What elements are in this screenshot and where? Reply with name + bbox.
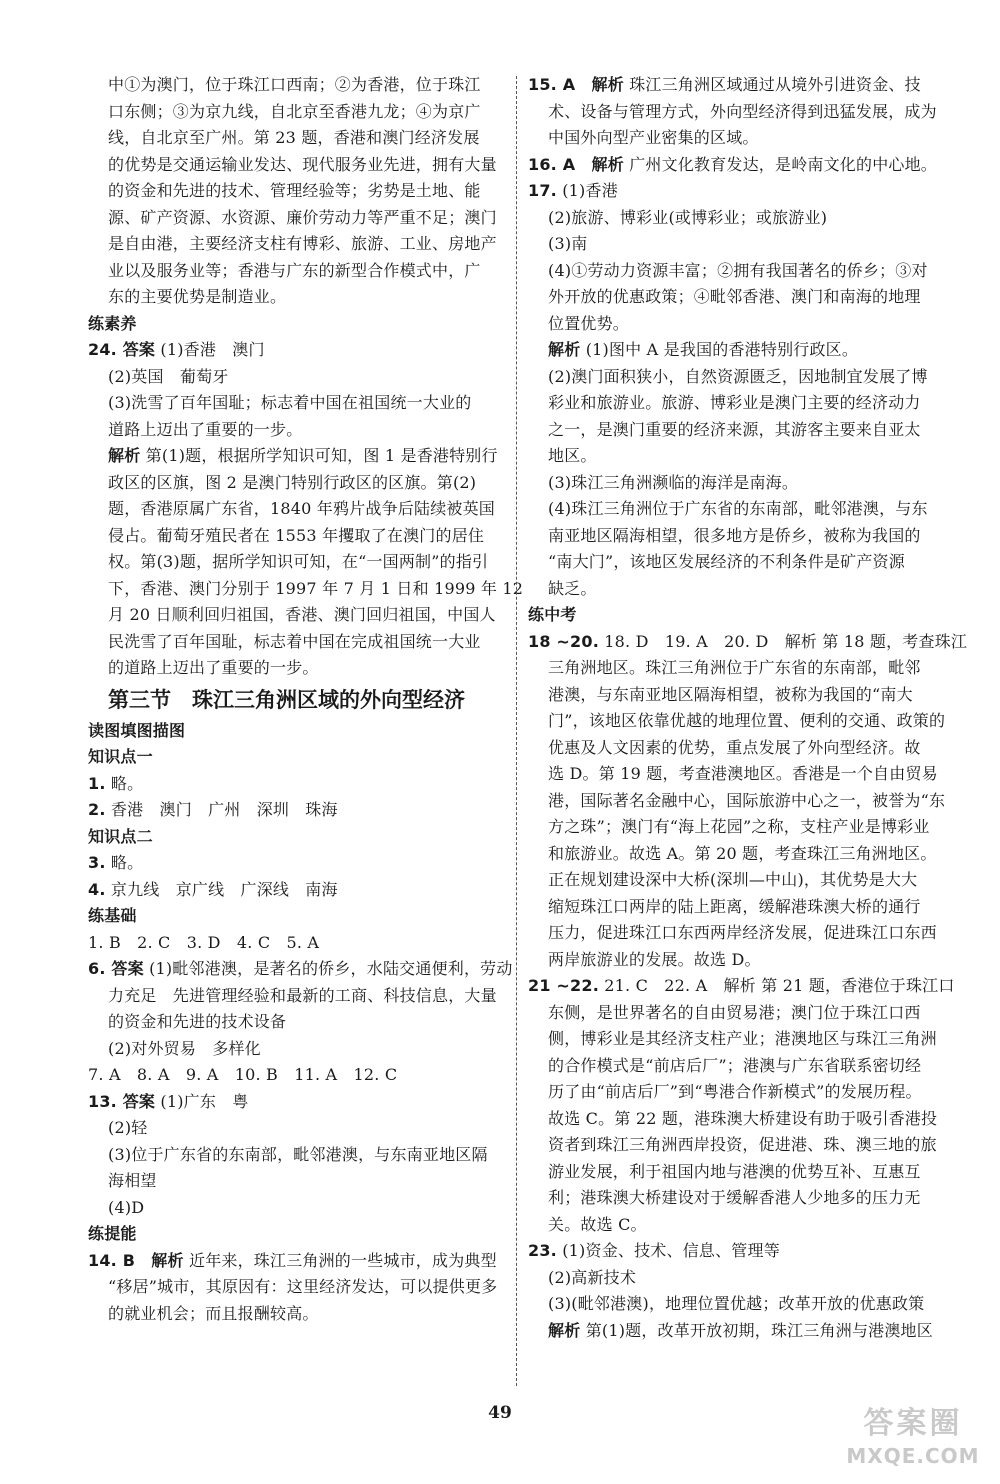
line-text: (3)位于广东省的东南部，毗邻港澳，与东南亚地区隔: [108, 1144, 488, 1164]
line-text: 线，自北京至广州。第 23 题，香港和澳门经济发展: [108, 128, 480, 147]
line-text: 京九线 京广线 广深线 南海: [105, 879, 338, 899]
text-line: [528, 1026, 958, 1053]
line-text: 缺乏。: [548, 578, 597, 598]
text-line: [88, 470, 508, 497]
line-text: 21. C 22. A 解析 第 21 题，香港位于珠江口: [599, 976, 955, 995]
text-line: [88, 850, 508, 877]
text-line: [88, 311, 508, 338]
line-text: 历了由“前店后厂”到“粤港合作新模式”的发展历程。: [548, 1082, 922, 1101]
line-text: 1. B 2. C 3. D 4. C 5. A: [88, 932, 320, 952]
text-line: [88, 72, 508, 99]
line-text: 东侧，是世界著名的自由贸易港；澳门位于珠江口西: [548, 1002, 921, 1022]
bold-label: 14. B 解析: [88, 1250, 184, 1270]
line-text: (4)珠江三角洲位于广东省的东南部，毗邻港澳，与东: [548, 499, 928, 518]
text-line: [88, 125, 508, 152]
line-text: 业以及服务业等；香港与广东的新型合作模式中，广: [108, 260, 481, 280]
text-line: [88, 576, 524, 603]
text-line: [88, 1142, 508, 1169]
line-text: 第(1)题，根据所学知识可知，图 1 是香港特别行: [140, 446, 498, 465]
text-line: [528, 125, 958, 152]
text-line: [88, 178, 508, 205]
line-text: (2)旅游、博彩业(或博彩业；或旅游业): [548, 207, 828, 227]
text-line: [88, 771, 508, 798]
watermark-url: MXQE.COM: [846, 1444, 980, 1468]
bold-label: 17.: [528, 181, 557, 200]
line-text: 下，香港、澳门分别于 1997 年 7 月 1 日和 1999 年 12: [108, 578, 524, 598]
bold-label: 21 ~22.: [528, 976, 599, 995]
text-line: [88, 1009, 508, 1036]
bold-label: 练中考: [528, 605, 577, 624]
text-line: [88, 824, 508, 851]
text-line: [88, 1089, 508, 1116]
line-text: 外开放的优惠政策；④毗邻香港、澳门和南海的地理: [548, 287, 921, 306]
text-line: [88, 930, 508, 957]
bold-label: 练基础: [88, 906, 137, 925]
watermark-logo: [838, 1404, 988, 1474]
text-line: [88, 417, 508, 444]
text-line: [88, 443, 508, 470]
line-text: 近年来，珠江三角洲的一些城市，成为典型: [183, 1250, 497, 1270]
line-text: 权。第(3)题，据所学知识可知，在“一国两制”的指引: [108, 552, 489, 571]
line-text: (2)轻: [108, 1118, 148, 1137]
text-line: [88, 903, 508, 930]
line-text: 民洗雪了百年国耻，标志着中国在完成祖国统一大业: [108, 631, 481, 651]
line-text: 月 20 日顺利回归祖国，香港、澳门回归祖国，中国人: [108, 605, 496, 624]
text-line: [528, 258, 958, 285]
text-line: [528, 682, 958, 709]
text-line: [528, 284, 958, 311]
text-line: [88, 205, 508, 232]
bold-label: 4.: [88, 879, 106, 899]
bold-label: 知识点一: [88, 747, 153, 766]
text-line: [88, 655, 508, 682]
bold-label: 15. A 解析: [528, 75, 624, 94]
line-text: (2)澳门面积狭小，自然资源匮乏，因地制宜发展了博: [548, 366, 928, 386]
line-text: 压力，促进珠江口东西两岸经济发展，促进珠江口东西: [548, 923, 937, 942]
section-heading: 第三节 珠江三角洲区域的外向型经济: [108, 687, 465, 712]
bold-label: 1.: [88, 773, 106, 793]
text-line: [528, 655, 958, 682]
text-line: [528, 1132, 958, 1159]
text-line: [88, 364, 508, 391]
text-line: [528, 894, 958, 921]
line-text: 游业发展，利于祖国内地与港澳的优势互补、互惠互: [548, 1161, 921, 1181]
text-line: [528, 920, 958, 947]
bold-label: 读图填图描图: [88, 720, 186, 740]
bold-label: 知识点二: [88, 826, 153, 846]
line-text: 政区的区旗，图 2 是澳门特别行政区的区旗。第(2): [108, 472, 477, 492]
text-line: [528, 1291, 958, 1318]
line-text: (3)珠江三角洲濒临的海洋是南海。: [548, 472, 799, 492]
line-text: 侵占。葡萄牙殖民者在 1553 年攫取了在澳门的居住: [108, 525, 485, 545]
text-line: [88, 231, 508, 258]
text-line: [528, 549, 958, 576]
line-text: 的就业机会；而且报酬较高。: [108, 1303, 319, 1323]
text-line: [88, 1301, 508, 1328]
line-text: 的合作模式是“前店后厂”；港澳与广东省联系密切经: [548, 1055, 922, 1075]
line-text: 口东侧；③为京九线，自北京至香港九龙；④为京广: [108, 101, 481, 121]
text-line: [528, 231, 958, 258]
line-text: 广州文化教育发达，是岭南文化的中心地。: [623, 154, 937, 174]
text-line: [528, 470, 958, 497]
text-line: [88, 877, 508, 904]
text-line: [528, 390, 958, 417]
text-line: [88, 602, 508, 629]
bold-label: 18 ~20.: [528, 631, 599, 651]
text-line: [528, 973, 958, 1000]
line-text: (2)英国 葡萄牙: [108, 366, 229, 386]
line-text: 正在规划建设深中大桥(深圳—中山)，其优势是大大: [548, 870, 918, 889]
right-column: [528, 72, 968, 1344]
line-text: 珠江三角洲区域通过从境外引进资金、技: [623, 75, 921, 94]
line-text: 道路上迈出了重要的一步。: [108, 419, 303, 439]
line-text: (3)洗雪了百年国耻；标志着中国在祖国统一大业的: [108, 393, 472, 412]
left-column: [88, 72, 524, 1327]
text-line: [88, 152, 508, 179]
bold-label: 解析: [548, 340, 581, 359]
text-line: [88, 337, 508, 364]
line-text: 7. A 8. A 9. A 10. B 11. A 12. C: [88, 1065, 398, 1084]
bold-label: 练素养: [88, 313, 137, 333]
text-line: [528, 761, 958, 788]
bold-label: 23.: [528, 1241, 557, 1260]
text-line: [528, 867, 958, 894]
text-line: [528, 576, 958, 603]
text-line: [528, 205, 958, 232]
text-line: [528, 735, 958, 762]
text-line: [88, 1248, 508, 1275]
text-line: [528, 1106, 958, 1133]
line-text: 关。故选 C。: [548, 1214, 647, 1234]
line-text: 源、矿产资源、水资源、廉价劳动力等严重不足；澳门: [108, 207, 497, 227]
line-text: 南亚地区隔海相望，很多地方是侨乡，被称为我国的: [548, 525, 921, 545]
text-line: [88, 797, 508, 824]
line-text: 香港 澳门 广州 深圳 珠海: [105, 800, 338, 819]
line-text: 术、设备与管理方式，外向型经济得到迅猛发展，成为: [548, 101, 937, 121]
line-text: 缩短珠江口两岸的陆上距离，缓解港珠澳大桥的通行: [548, 896, 921, 916]
line-text: 海相望: [108, 1171, 157, 1190]
line-text: “移居”城市，其原因有：这里经济发达，可以提供更多: [108, 1277, 498, 1296]
text-line: [88, 744, 508, 771]
line-text: 18. D 19. A 20. D 解析 第 18 题，考查珠江: [599, 631, 968, 651]
line-text: (3)(毗邻港澳)，地理位置优越；改革开放的优惠政策: [548, 1294, 925, 1313]
line-text: 是自由港，主要经济支柱有博彩、旅游、工业、房地产: [108, 234, 497, 253]
line-text: 的道路上迈出了重要的一步。: [108, 658, 319, 677]
text-line: [528, 1185, 958, 1212]
text-line: [528, 708, 958, 735]
line-text: 题，香港原属广东省，1840 年鸦片战争后陆续被英国: [108, 499, 496, 518]
text-line: [88, 258, 508, 285]
line-text: (3)南: [548, 234, 588, 253]
text-line: [528, 1318, 958, 1345]
line-text: (1)香港: [556, 181, 618, 200]
line-text: 门”，该地区依靠优越的地理位置、便利的交通、政策的: [548, 711, 946, 730]
bold-label: 解析: [548, 1320, 581, 1340]
bold-label: 24. 答案: [88, 340, 156, 359]
bold-label: 16. A 解析: [528, 154, 624, 174]
bold-label: 2.: [88, 800, 106, 819]
line-text: (1)资金、技术、信息、管理等: [556, 1241, 780, 1260]
bold-label: 3.: [88, 853, 106, 872]
line-text: 选 D。第 19 题，考查港澳地区。香港是一个自由贸易: [548, 764, 938, 783]
text-line: [528, 629, 968, 656]
bold-label: 练提能: [88, 1224, 137, 1243]
line-text: 的优势是交通运输业发达、现代服务业先进，拥有大量: [108, 154, 497, 174]
bold-label: 6. 答案: [88, 959, 144, 978]
line-text: 的资金和先进的技术、管理经验等；劣势是土地、能: [108, 181, 481, 200]
text-line: [528, 788, 958, 815]
text-line: [528, 1212, 958, 1239]
text-line: [528, 523, 958, 550]
line-text: (1)图中 A 是我国的香港特别行政区。: [580, 340, 859, 359]
line-text: 三角洲地区。珠江三角洲位于广东省的东南部，毗邻: [548, 658, 921, 677]
line-text: 中国外向型产业密集的区域。: [548, 128, 759, 147]
text-line: [88, 718, 508, 745]
text-line: [528, 1159, 958, 1186]
text-line: [528, 72, 958, 99]
text-line: [528, 1238, 958, 1265]
line-text: 的资金和先进的技术设备: [108, 1012, 287, 1031]
line-text: 东的主要优势是制造业。: [108, 287, 287, 306]
line-text: 之一，是澳门重要的经济来源，其游客主要来自亚太: [548, 419, 921, 439]
text-line: [88, 1036, 508, 1063]
text-line: [88, 956, 513, 983]
text-line: [88, 1221, 508, 1248]
line-text: (1)广东 粤: [155, 1091, 249, 1111]
text-line: [528, 947, 958, 974]
line-text: (1)香港 澳门: [155, 340, 265, 359]
text-line: [528, 1053, 958, 1080]
text-line: [528, 337, 958, 364]
text-line: [88, 1062, 508, 1089]
line-text: 位置优势。: [548, 313, 630, 333]
line-text: 地区。: [548, 446, 597, 465]
line-text: (4)①劳动力资源丰富；②拥有我国著名的侨乡；③对: [548, 260, 928, 280]
line-text: 优惠及人文因素的优势，重点发展了外向型经济。故: [548, 737, 921, 757]
text-line: [528, 417, 958, 444]
text-line: [88, 284, 508, 311]
line-text: (4)D: [108, 1197, 145, 1217]
text-line: [88, 523, 508, 550]
text-line: [528, 841, 958, 868]
line-text: 略。: [105, 773, 144, 793]
text-line: [88, 1195, 508, 1222]
text-line: [528, 814, 958, 841]
text-line: [88, 99, 508, 126]
text-line: [88, 1274, 508, 1301]
text-line: [88, 1168, 508, 1195]
line-text: 和旅游业。故选 A。第 20 题，考查珠江三角洲地区。: [548, 843, 937, 863]
line-text: (1)毗邻港澳，是著名的侨乡，水陆交通便利，劳动: [143, 959, 513, 978]
page-number: 49: [488, 1403, 512, 1423]
line-text: (2)高新技术: [548, 1267, 637, 1287]
line-text: (2)对外贸易 多样化: [108, 1038, 261, 1058]
column-divider: [516, 76, 517, 1386]
text-line: [88, 629, 508, 656]
watermark-text: 答案圈: [863, 1406, 963, 1441]
text-line: [528, 496, 958, 523]
line-text: 第(1)题，改革开放初期，珠江三角洲与港澳地区: [580, 1320, 933, 1340]
text-line: [88, 983, 508, 1010]
bold-label: 13. 答案: [88, 1091, 156, 1111]
text-line: [528, 443, 958, 470]
line-text: 方之珠”；澳门有“海上花园”之称，支柱产业是博彩业: [548, 817, 930, 836]
line-text: 利；港珠澳大桥建设对于缓解香港人少地多的压力无: [548, 1188, 921, 1207]
text-line: [528, 99, 958, 126]
text-line: [528, 1265, 958, 1292]
text-line: [88, 549, 508, 576]
line-text: 力充足 先进管理经验和最新的工商、科技信息，大量: [108, 985, 497, 1005]
text-line: [88, 496, 508, 523]
text-line: [88, 390, 508, 417]
text-line: [88, 1115, 508, 1142]
line-text: 彩业和旅游业。旅游、博彩业是澳门主要的经济动力: [548, 393, 921, 412]
text-line: [528, 311, 958, 338]
line-text: 略。: [105, 853, 144, 872]
text-line: [528, 178, 958, 205]
text-line: [528, 602, 958, 629]
line-text: 侧，博彩业是其经济支柱产业；港澳地区与珠江三角洲: [548, 1029, 937, 1048]
line-text: 中①为澳门，位于珠江口西南；②为香港，位于珠江: [108, 75, 481, 94]
text-line: [528, 152, 958, 179]
line-text: 港澳，与东南亚地区隔海相望，被称为我国的“南大: [548, 684, 913, 704]
text-line: [528, 1079, 958, 1106]
line-text: 故选 C。第 22 题，港珠澳大桥建设有助于吸引香港投: [548, 1108, 938, 1128]
bold-label: 解析: [108, 446, 141, 465]
text-line: [528, 1000, 958, 1027]
line-text: 两岸旅游业的发展。故选 D。: [548, 949, 761, 969]
line-text: “南大门”，该地区发展经济的不利条件是矿产资源: [548, 552, 905, 571]
text-line: [528, 364, 958, 391]
line-text: 港，国际著名金融中心，国际旅游中心之一，被誉为“东: [548, 790, 946, 810]
line-text: 资者到珠江三角洲西岸投资，促进港、珠、澳三地的旅: [548, 1135, 937, 1154]
